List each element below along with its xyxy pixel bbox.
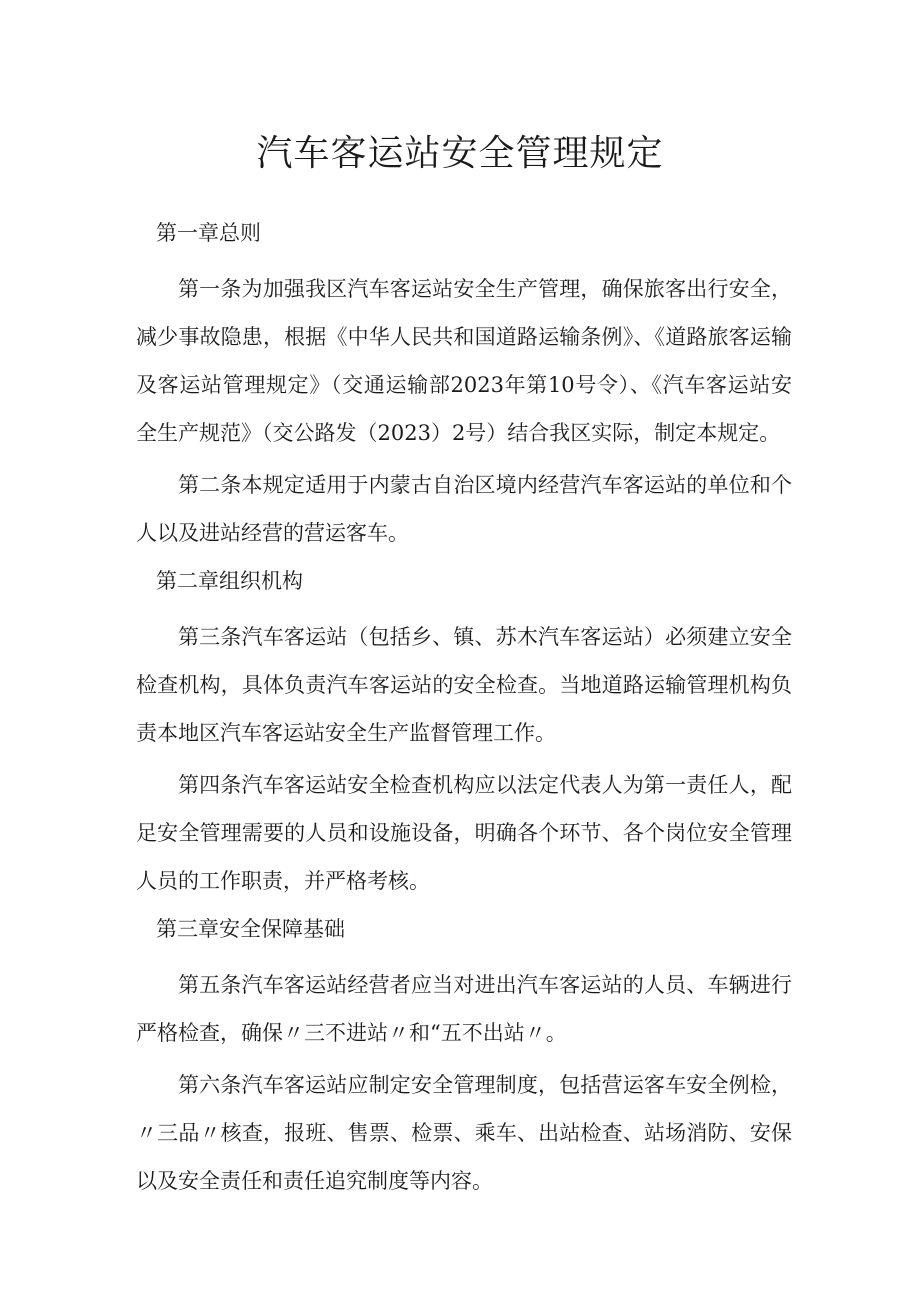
document-body	[136, 213, 792, 1209]
chapter-heading: 第一章总则	[156, 221, 261, 245]
article-paragraph: 第五条汽车客运站经营者应当对进出汽车客运站的人员、车辆进行严格检查，确保〃三不进站〃和“五不出站〃。	[136, 973, 792, 1045]
article-paragraph: 第四条汽车客运站安全检查机构应以法定代表人为第一责任人，配足安全管理需要的人员和设施设备，明确各个环节、各个岗位安全管理人员的工作职责，并严格考核。	[136, 773, 792, 893]
article-paragraph: 第一条为加强我区汽车客运站安全生产管理，确保旅客出行安全，减少事故隐患，根据《中华人民共和国道路运输条例》、《道路旅客运输及客运站管理规定》（交通运输部2023年第10号令）、《汽车客运站安全生产规范》（交公路发（2023）2号）结合我区实际，制定本规定。	[136, 277, 792, 445]
document-title: 汽车客运站安全管理规定	[256, 133, 664, 174]
article-paragraph: 第三条汽车客运站（包括乡、镇、苏木汽车客运站）必须建立安全检查机构，具体负责汽车客运站的安全检查。当地道路运输管理机构负责本地区汽车客运站安全生产监督管理工作。	[136, 625, 792, 745]
article-paragraph: 第六条汽车客运站应制定安全管理制度，包括营运客车安全例检，〃三品〃核查，报班、售票、检票、乘车、出站检查、站场消防、安保以及安全责任和责任追究制度等内容。	[136, 1073, 792, 1193]
chapter-heading: 第三章安全保障基础	[156, 917, 345, 941]
chapter-heading: 第二章组织机构	[156, 569, 303, 593]
article-paragraph: 第二条本规定适用于内蒙古自治区境内经营汽车客运站的单位和个人以及进站经营的营运客车。	[136, 473, 792, 545]
